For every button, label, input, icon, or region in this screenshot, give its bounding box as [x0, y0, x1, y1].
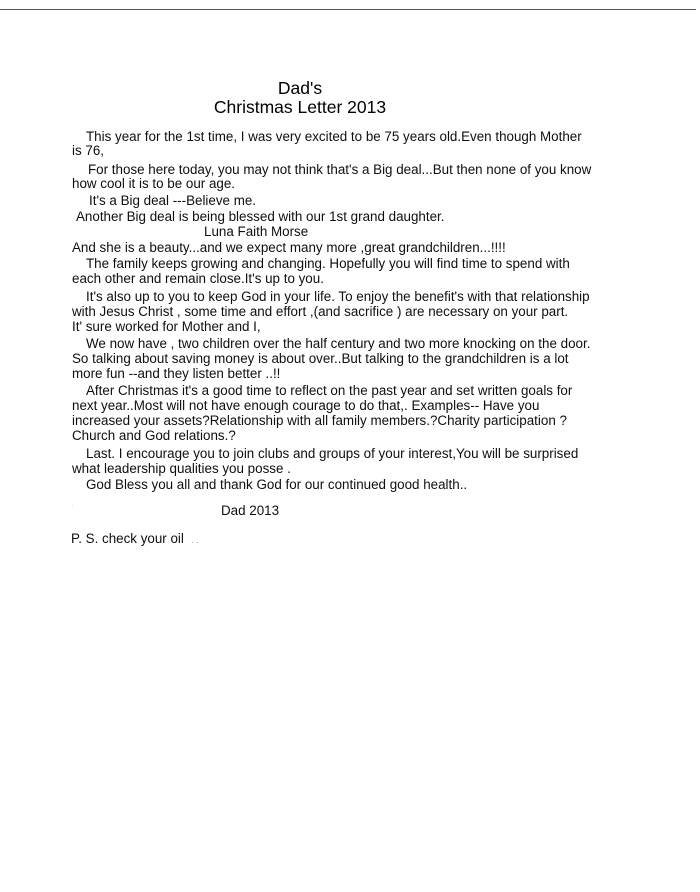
letter-title-line-2: Christmas Letter 2013: [213, 97, 387, 117]
top-rule: [0, 9, 696, 10]
letter-line: Last. I encourage you to join clubs and groups of your interest,You will be surprised: [86, 446, 579, 461]
letter-line: For those here today, you may not think that's a Big deal...But then none of you know: [88, 162, 592, 177]
letter-line: God Bless you all and thank God for our continued good health..: [86, 477, 468, 492]
letter-line: Church and God relations.?: [72, 428, 236, 443]
letter-title-line-1: Dad's: [277, 78, 323, 98]
letter-line: After Christmas it's a good time to reflect on the past year and set written goals for: [86, 383, 573, 398]
scan-speck: ': [72, 505, 73, 511]
letter-line: This year for the 1st time, I was very excited to be 75 years old.Even though Mother: [86, 129, 582, 144]
letter-line: with Jesus Christ , some time and effort ,(and sacrifice ) are necessary on your part.: [72, 304, 569, 319]
letter-line: what leadership qualities you posse .: [72, 461, 291, 476]
postscript-text: P. S. check your oil: [71, 531, 184, 546]
letter-line: more fun --and they listen better ..!!: [72, 366, 281, 381]
letter-line: how cool it is to be our age.: [72, 176, 236, 191]
letter-line: is 76,: [72, 143, 105, 158]
letter-line: It's a Big deal ---Believe me.: [89, 193, 257, 208]
letter-line: It's also up to you to keep God in your life. To enjoy the benefit's with that relationship: [86, 289, 590, 304]
letter-line: each other and remain close.It's up to you.: [72, 271, 324, 286]
grandchild-name: Luna Faith Morse: [204, 224, 309, 239]
postscript-trail: . .: [191, 536, 199, 545]
letter-line: next year..Most will not have enough courage to do that,. Examples-- Have you: [72, 398, 540, 413]
letter-line: increased your assets?Relationship with all family members.?Charity participation ?: [72, 413, 567, 428]
letter-line: And she is a beauty...and we expect many more ,great grandchildren...!!!!: [72, 240, 506, 255]
signature: Dad 2013: [221, 503, 280, 518]
letter-line: So talking about saving money is about over..But talking to the grandchildren is a lot: [72, 351, 569, 366]
postscript: [71, 531, 198, 548]
letter-line: The family keeps growing and changing. Hopefully you will find time to spend with: [86, 256, 570, 271]
letter-line: Another Big deal is being blessed with our 1st grand daughter.: [76, 209, 445, 224]
letter-line: We now have , two children over the half century and two more knocking on the door.: [86, 336, 591, 351]
letter-line: It' sure worked for Mother and I,: [72, 319, 261, 334]
